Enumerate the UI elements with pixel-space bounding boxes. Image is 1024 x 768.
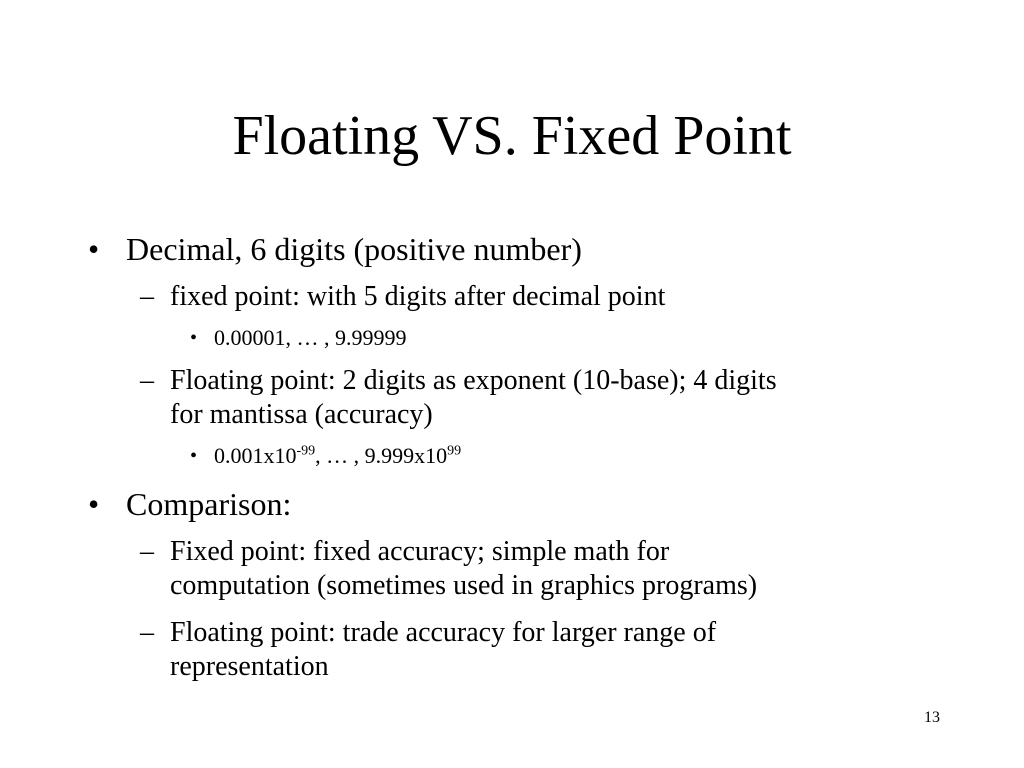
- sub-sub-bullet-float-range: [214, 443, 461, 469]
- sub-sub-bullet-fixed-range: 0.00001, … , 9.99999: [214, 325, 407, 350]
- sub-bullet-float-compare-line2: representation: [170, 651, 329, 682]
- bullet-decimal: Decimal, 6 digits (positive number): [126, 231, 582, 267]
- float-range-b-exponent: 99: [447, 443, 462, 459]
- sub-bullet-fixed-point: fixed point: with 5 digits after decimal point: [170, 281, 666, 312]
- slide-title: Floating VS. Fixed Point: [232, 105, 792, 167]
- bullet-marker: •: [190, 327, 198, 349]
- sub-bullet-floating-point-line1: Floating point: 2 digits as exponent (10-base); 4 digits: [170, 365, 777, 396]
- float-range-a-exponent: -99: [296, 443, 316, 459]
- dash-marker: –: [140, 281, 154, 312]
- dash-marker: –: [140, 365, 154, 396]
- bullet-marker: •: [190, 445, 198, 467]
- bullet-marker: •: [88, 486, 100, 522]
- dash-marker: –: [140, 617, 154, 648]
- bullet-marker: •: [88, 231, 100, 267]
- float-range-a: 0.001x10: [214, 443, 297, 468]
- float-range-mid: , … , 9.999x10: [315, 443, 448, 468]
- page-number: 13: [924, 709, 940, 726]
- bullet-comparison: Comparison:: [126, 486, 292, 522]
- sub-bullet-fixed-compare-line2: computation (sometimes used in graphics programs): [170, 570, 758, 601]
- dash-marker: –: [140, 536, 154, 567]
- sub-bullet-floating-point-line2: for mantissa (accuracy): [170, 399, 433, 430]
- sub-bullet-float-compare-line1: Floating point: trade accuracy for larger range of: [170, 617, 717, 648]
- sub-bullet-fixed-compare-line1: Fixed point: fixed accuracy; simple math for: [170, 536, 670, 567]
